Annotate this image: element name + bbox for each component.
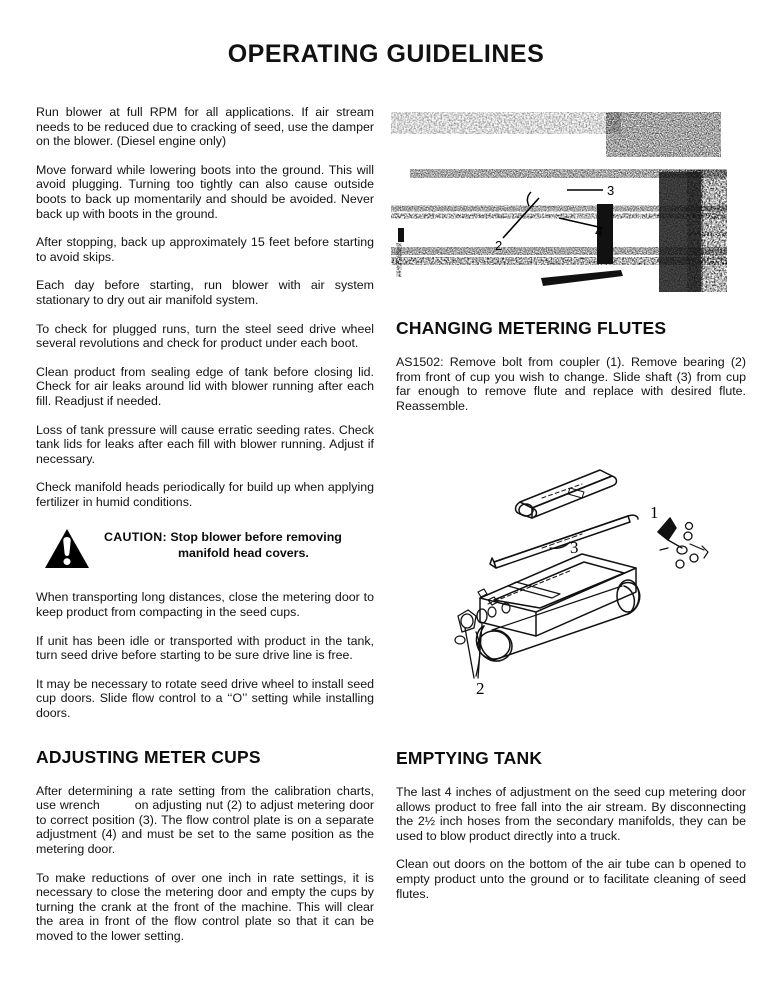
paragraph: To check for plugged runs, turn the steel seed drive wheel several revolutions and check for product under each boot. [36, 321, 374, 351]
paragraph: Clean out doors on the bottom of the air tube can b opened to empty product unto the ground or to facilitate cleaning of seed flutes. [396, 857, 746, 901]
page-title: OPERATING GUIDELINES [227, 40, 545, 68]
paragraph: Loss of tank pressure will cause erratic seeding rates. Check tank lids for leaks after each fill with blower running. Adjust if necessary. [36, 422, 374, 466]
svg-text:2: 2 [495, 238, 503, 253]
paragraph: If unit has been idle or transported with product in the tank, turn seed drive before starting to be sure drive line is free. [36, 633, 374, 663]
paragraph: Clean product from sealing edge of tank before closing lid. Check for air leaks around lid with blower running after each fill. Readjust if needed. [36, 364, 374, 408]
svg-text:3: 3 [607, 183, 615, 198]
paragraph: After stopping, back up approximately 15 feet before starting to avoid skips. [36, 235, 374, 264]
caution-text [104, 527, 342, 561]
warning-triangle-icon [44, 528, 90, 570]
right-column-lower [396, 748, 746, 901]
svg-text:4: 4 [595, 224, 603, 239]
paragraph: Check manifold heads periodically for build up when applying fertilizer in humid conditions. [36, 480, 374, 509]
paragraph: After determining a rate setting from the calibration charts, use wrench on adjusting nut (2) to adjust metering door to correct position (3). The flow control plate is on a separate adjustment (4) and must be set to the same position as the metering door. [36, 783, 374, 856]
callout-2: 2 [476, 679, 485, 698]
section-heading-adjusting-meter-cups: ADJUSTING METER CUPS [36, 746, 261, 767]
seed-cup-exploded-diagram [432, 440, 732, 720]
paragraph: When transporting long distances, close the metering door to keep product from compacting in the seed cups. [36, 590, 374, 620]
paragraph: AS1502: Remove bolt from coupler (1). Remove bearing (2) from front of cup you wish to change. Slide shaft (3) from cup far enough to remove flute and replace with desired flute. Reassemble. [396, 355, 746, 413]
section-heading-emptying-tank: EMPTYING TANK [396, 748, 543, 768]
right-column [396, 318, 746, 427]
callout-3: 3 [570, 538, 579, 557]
paragraph: To make reductions of over one inch in rate settings, it is necessary to close the metering door and empty the cups by turning the crank at the front of the machine. This will clear the area in front of the flow control plate so that it can be moved to the lower setting. [36, 870, 374, 943]
paragraph: The last 4 inches of adjustment on the seed cup metering door allows product to free fall into the air stream. By disconnecting the 2½ inch hoses from the secondary manifolds, they can be used to blow product directly into a truck. [396, 785, 746, 843]
caution-label: CAUTION: [104, 530, 167, 545]
caution-notice [36, 527, 374, 570]
paragraph: Move forward while lowering boots into the ground. This will avoid plugging. Turning too tightly can also cause outside boots to back up momentarily and should be avoided. Never back up with boots in the ground. [36, 162, 374, 221]
paragraph: Each day before starting, run blower with air system stationary to dry out air manifold system. [36, 278, 374, 307]
metering-assembly-photo [391, 110, 727, 292]
left-column [36, 105, 374, 944]
paragraph: It may be necessary to rotate seed drive wheel to install seed cup doors. Slide flow control to a ‘‘O’’ setting while installing doors. [36, 676, 374, 721]
callout-1: 1 [650, 503, 659, 522]
paragraph: Run blower at full RPM for all applications. If air stream needs to be reduced due to cracking of seed, use the damper on the blower. (Diesel engine only) [36, 105, 374, 149]
section-heading-changing-metering-flutes: CHANGING METERING FLUTES [396, 318, 667, 338]
caution-line-2: manifold head covers. [178, 545, 309, 560]
caution-line-1: Stop blower before removing [170, 530, 342, 545]
